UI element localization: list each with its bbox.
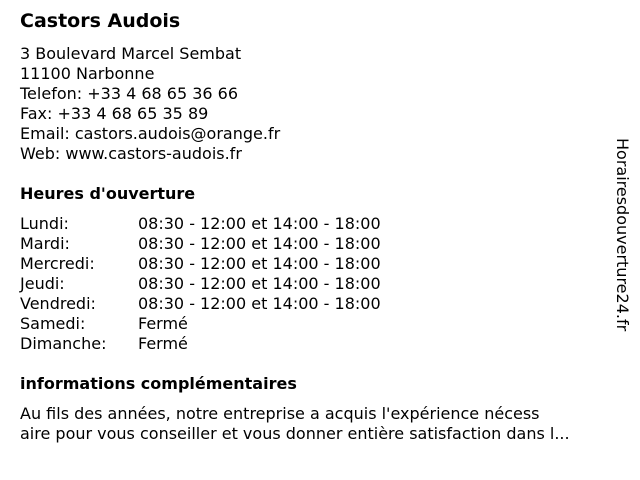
day-hours: 08:30 - 12:00 et 14:00 - 18:00: [138, 214, 381, 233]
day-hours: 08:30 - 12:00 et 14:00 - 18:00: [138, 294, 381, 313]
info-line: Au fils des années, notre entreprise a acquis l'expérience nécess: [20, 404, 540, 423]
address-city: 11100 Narbonne: [20, 64, 155, 83]
day-label: Mercredi:: [20, 254, 95, 273]
site-watermark: Horairesdouverture24.fr: [613, 138, 632, 332]
day-hours: Fermé: [138, 334, 188, 353]
hours-row-thursday: [20, 274, 440, 294]
day-hours: 08:30 - 12:00 et 14:00 - 18:00: [138, 234, 381, 253]
day-label: Vendredi:: [20, 294, 96, 313]
business-name: Castors Audois: [20, 10, 181, 32]
website-address: Web: www.castors-audois.fr: [20, 144, 242, 163]
hours-row-sunday: [20, 334, 440, 354]
opening-hours-table: [20, 214, 440, 354]
contact-block: [20, 44, 280, 164]
day-label: Dimanche:: [20, 334, 107, 353]
additional-info-heading: informations complémentaires: [20, 374, 297, 393]
hours-row-tuesday: [20, 234, 440, 254]
email-address: Email: castors.audois@orange.fr: [20, 124, 281, 143]
day-label: Jeudi:: [20, 274, 65, 293]
address-street: 3 Boulevard Marcel Sembat: [20, 44, 242, 63]
hours-row-monday: [20, 214, 440, 234]
day-hours: Fermé: [138, 314, 188, 333]
day-hours: 08:30 - 12:00 et 14:00 - 18:00: [138, 274, 381, 293]
day-label: Lundi:: [20, 214, 69, 233]
additional-info-text: [20, 404, 620, 444]
day-hours: 08:30 - 12:00 et 14:00 - 18:00: [138, 254, 381, 273]
hours-row-friday: [20, 294, 440, 314]
hours-row-saturday: [20, 314, 440, 334]
phone-number: Telefon: +33 4 68 65 36 66: [20, 84, 239, 103]
hours-row-wednesday: [20, 254, 440, 274]
opening-hours-heading: Heures d'ouverture: [20, 184, 196, 203]
day-label: Mardi:: [20, 234, 70, 253]
info-line: aire pour vous conseiller et vous donner entière satisfaction dans l...: [20, 424, 570, 443]
day-label: Samedi:: [20, 314, 86, 333]
fax-number: Fax: +33 4 68 65 35 89: [20, 104, 209, 123]
